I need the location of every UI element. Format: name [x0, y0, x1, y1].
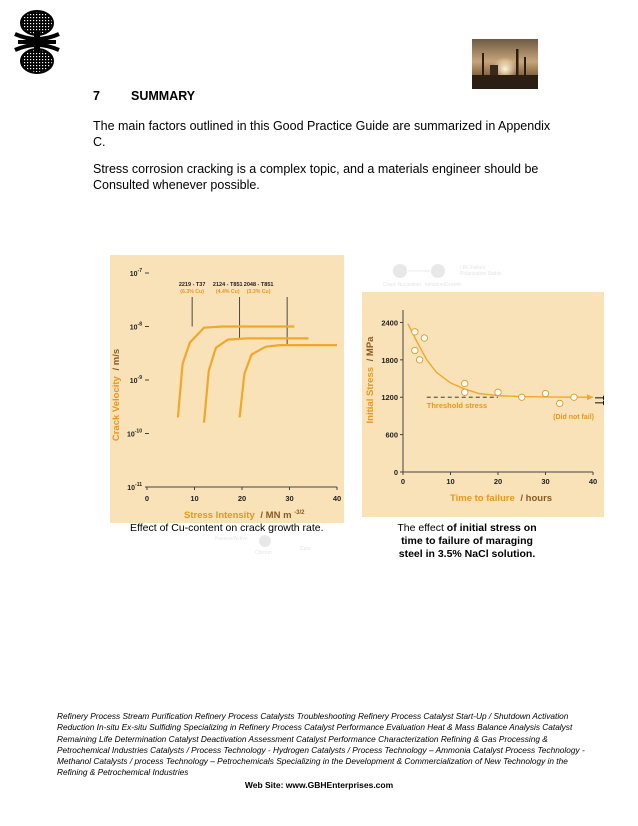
- data-point: [462, 380, 468, 386]
- y-axis-label: Crack Velocity / m/s: [111, 348, 122, 442]
- data-point: [412, 329, 418, 335]
- y-tick-label: $10^{-9}$: [129, 375, 142, 385]
- website-link[interactable]: Web Site: www.GBHEnterprises.com: [244, 780, 394, 790]
- data-point: [421, 335, 427, 341]
- x-tick-label: 30: [541, 477, 550, 486]
- data-point: [519, 394, 525, 400]
- figure-caption-right: [392, 522, 542, 561]
- section-heading: [93, 89, 195, 103]
- section-number: 7: [93, 89, 100, 103]
- watermark-label: Initiation/Growth: [425, 282, 462, 288]
- data-point: [542, 390, 548, 396]
- data-point: [495, 389, 501, 395]
- initial-stress-chart: [362, 292, 604, 517]
- y-tick-label: 1200: [381, 393, 398, 403]
- y-tick-label: 1800: [381, 355, 398, 365]
- summary-paragraph-2: Stress corrosion cracking is a complex topic, and a materials engineer should be Consulted whenever possible.: [93, 162, 539, 192]
- x-tick-label: 20: [493, 477, 503, 486]
- caption-normal-text: The effect: [397, 522, 447, 534]
- y-tick-label: $10^{-11}$: [127, 482, 142, 492]
- y-tick-label: $10^{-8}$: [129, 321, 142, 332]
- x-axis-label: Stress Intensity / MN m $^{-3/2}$: [184, 510, 305, 521]
- x-axis-label: Time to failure / hours: [450, 493, 553, 504]
- did-not-fail-label: (Did not fail): [553, 414, 594, 422]
- y-tick-label: 0: [393, 468, 398, 477]
- watermark-label: LRL Failure: [460, 265, 486, 271]
- did-not-fail-arrowhead: [603, 400, 604, 405]
- x-tick-label: 40: [588, 477, 598, 486]
- background-watermark-diagram: [345, 262, 515, 292]
- watermark-label: Cuts: [300, 546, 311, 552]
- chart-background: [110, 255, 344, 523]
- summary-paragraph-1: The main factors outlined in this Good Practice Guide are summarized in Appendix C.: [93, 119, 551, 149]
- watermark-label: Passive/Active: [215, 536, 248, 542]
- annotation-cu-content: (4.4% Cu): [215, 289, 240, 295]
- caption-bold-text: of initial stress on time to failure of maraging steel in 3.5% NaCl solution.: [398, 522, 537, 560]
- data-point: [462, 389, 468, 395]
- refinery-photo: [472, 39, 538, 89]
- x-tick-label: 0: [400, 477, 406, 486]
- annotation-cu-content: (6.3% Cu): [180, 289, 204, 295]
- annotation-alloy: 2219 - T37: [178, 282, 206, 288]
- footer-services-text: Refinery Process Stream Purification Refinery Process Catalysts Troubleshooting Refinery Process Catalyst Start-Up / Shutdown Activation Reduction In-situ Ex-situ Sulfiding Specializing in Refinery Process Catalyst Performance Evaluation Heat & Mass Balance Analysis Catalyst Remaining Life Determination Catalyst Deactivation Assessment Catalyst Performance Characterization Refining & Gas Processing & Petrochemical Industries Catalysts / Process Technology - Hydrogen Catalysts / Process Technology – Ammonia Catalyst Process Technology - Methanol Catalysts / process Technology – Petrochemicals Specializing in the Development & Commercialization of New Technology in the Refining & Petrochemical Industries: [57, 711, 585, 778]
- y-tick-label: 600: [385, 430, 398, 440]
- company-logo: [12, 8, 62, 76]
- watermark-label: Crack Nucleation: [383, 282, 422, 288]
- data-point: [571, 394, 577, 400]
- watermark-label: Polarization Stable: [460, 271, 502, 277]
- threshold-label: Threshold stress: [426, 401, 488, 411]
- x-tick-label: 10: [190, 494, 199, 503]
- data-point: [412, 347, 418, 353]
- y-tick-label: $10^{-7}$: [129, 268, 142, 278]
- x-tick-label: 20: [237, 494, 247, 503]
- x-tick-label: 30: [285, 494, 294, 503]
- y-tick-label: 2400: [381, 318, 398, 328]
- y-tick-label: $10^{-10}$: [126, 428, 142, 439]
- x-tick-label: 10: [446, 477, 455, 486]
- annotation-alloy: 2048 - T851: [243, 282, 274, 288]
- annotation-cu-content: (3.3% Cu): [246, 289, 271, 295]
- did-not-fail-arrowhead: [603, 395, 604, 400]
- data-point: [416, 357, 422, 363]
- x-tick-label: 40: [332, 494, 342, 503]
- data-point: [557, 400, 563, 406]
- y-axis-label: Initial Stress / MPa: [365, 336, 376, 424]
- section-title: SUMMARY: [131, 89, 196, 103]
- crack-velocity-chart: [110, 255, 344, 523]
- annotation-alloy: 2124 - T851: [212, 282, 243, 288]
- watermark-label: Chicion: [255, 550, 272, 556]
- x-tick-label: 0: [144, 494, 150, 503]
- figure-caption-left: Effect of Cu-content on crack growth rate.: [130, 522, 324, 534]
